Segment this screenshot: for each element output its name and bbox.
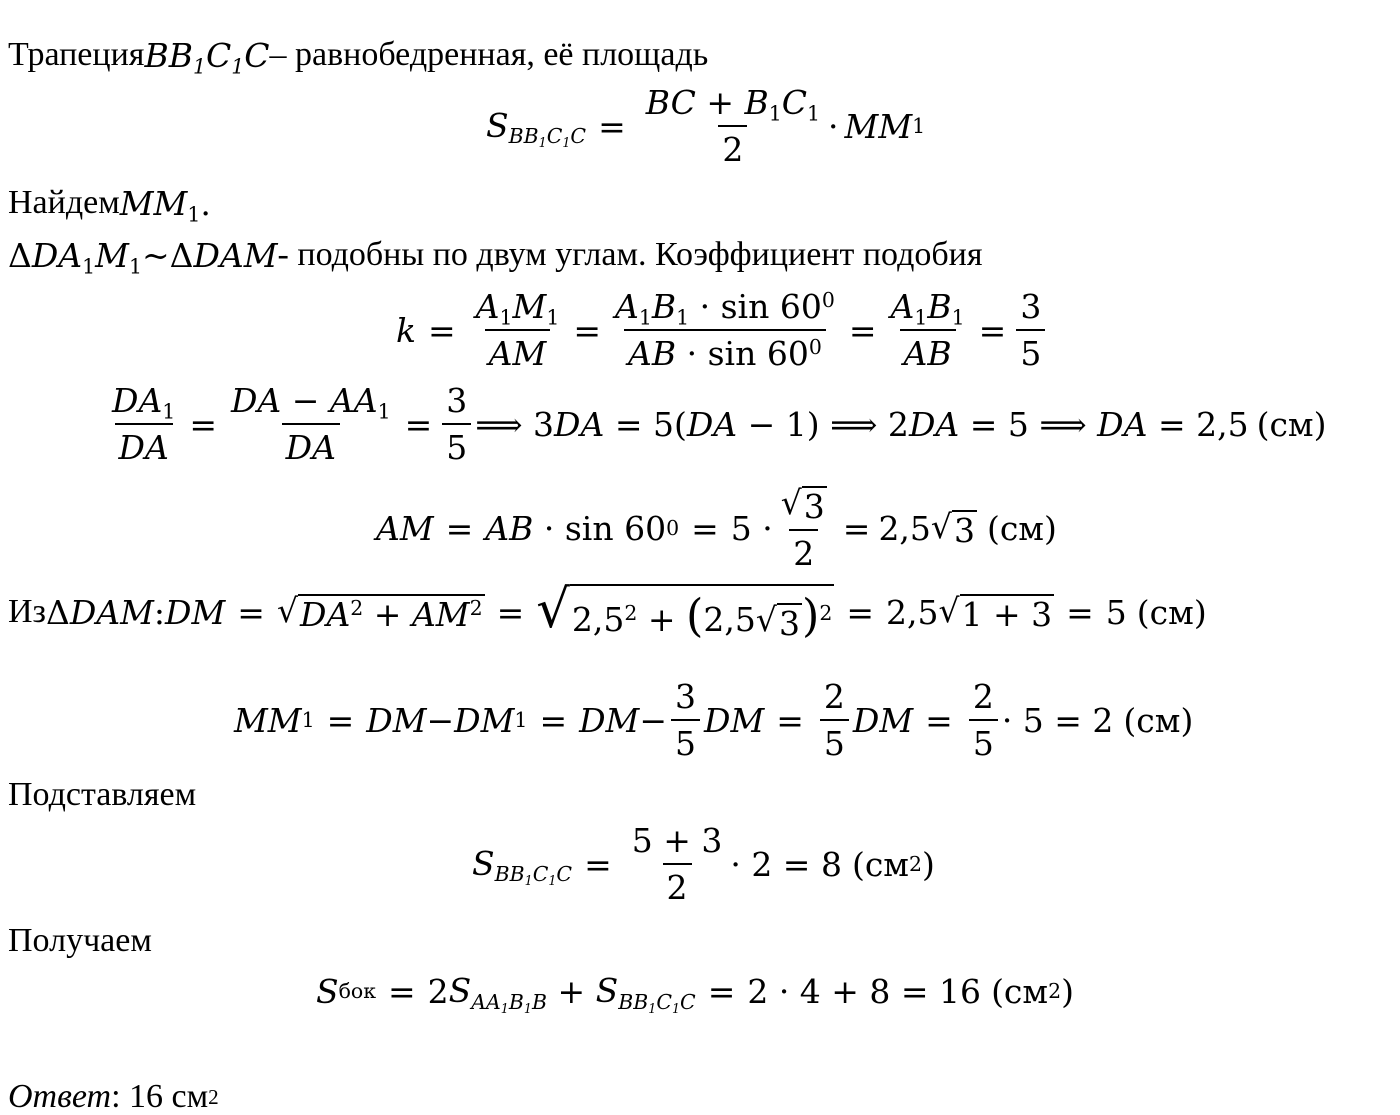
formula-area-trapezoid: $S_{BB_1C_1C}$ = $\frac{BC + B_1C_1}{2}$ · MM 1 [486, 83, 926, 169]
formula-area-value: $S_{BB_1C_1C}$ = $\frac{5 + 3}{2}$ · 2 = 8 (см 2 ) [472, 821, 935, 907]
formula-lateral-area: S бок = 2 $S_{AA_1B_1B}$ + $S_{BB_1C_1C}$ = 2 · 4 + 8 = 16 (см 2 ) [316, 971, 1074, 1016]
trapezoid-prefix: Трапеция [8, 36, 145, 73]
text-line-find [8, 183, 211, 227]
formula-da: $\frac{DA_1}{DA}$ = $\frac{DA - AA_1}{DA}$ = $\frac{3}{5}$ ⟹ 3DA = 5(DA − 1) ⟹ 2DA = 5 ⟹ DA = 2,5 (см) [112, 381, 1327, 467]
formula-dm: Из Δ DAM : DM = √ $DA^2 + AM^2$ = √ $2,5^2 + (2,5$ √ 3 )$^2$ = 2,5 √ 1 + 3 = 5 (см) [8, 579, 1207, 643]
trapezoid-label: $BB_1C_1C$ [144, 35, 270, 79]
find-label: Найдем [8, 184, 120, 221]
text-line-trapezoid [8, 35, 709, 79]
formula-similarity-coefficient: k = $\frac{A_1M_1}{AM}$ = $\frac{A_1B_1 \cdot \sin 60^0}{AB \cdot \sin 60^0}$ = $\frac{A_1B_1}{AB}$ = $\frac{3}{5}$ [396, 290, 1049, 370]
text-line-similar [8, 235, 983, 279]
from-label: Из [8, 593, 46, 630]
fraction: $\frac{BC + B_1C_1}{2}$ [645, 83, 821, 169]
trapezoid-suffix: – равнобедренная, её площадь [269, 36, 709, 73]
answer-line: Ответ : 16 см 2 [8, 1078, 219, 1115]
answer-label: Ответ [8, 1078, 112, 1115]
similar-triangles: $\Delta DA_1M_1\sim\Delta DAM$ [8, 235, 278, 279]
similar-text: - подобны по двум углам. Коэффициент подобия [277, 236, 983, 273]
formula-mm1: MM 1 = DM − DM 1 = DM − $\frac{3}{5}$ DM = $\frac{2}{5}$ DM = $\frac{2}{5}$ · 5 = 2 (см) [234, 677, 1194, 763]
formula-am: AM = AB · sin 60 0 = 5 · √ 3 2 = 2,5 √ 3 (см) [376, 483, 1057, 573]
find-var: $MM_1$. [119, 183, 211, 227]
text-line-substitute: Подставляем [8, 776, 197, 813]
answer-value: : 16 см [111, 1078, 209, 1115]
text-line-get: Получаем [8, 922, 152, 959]
